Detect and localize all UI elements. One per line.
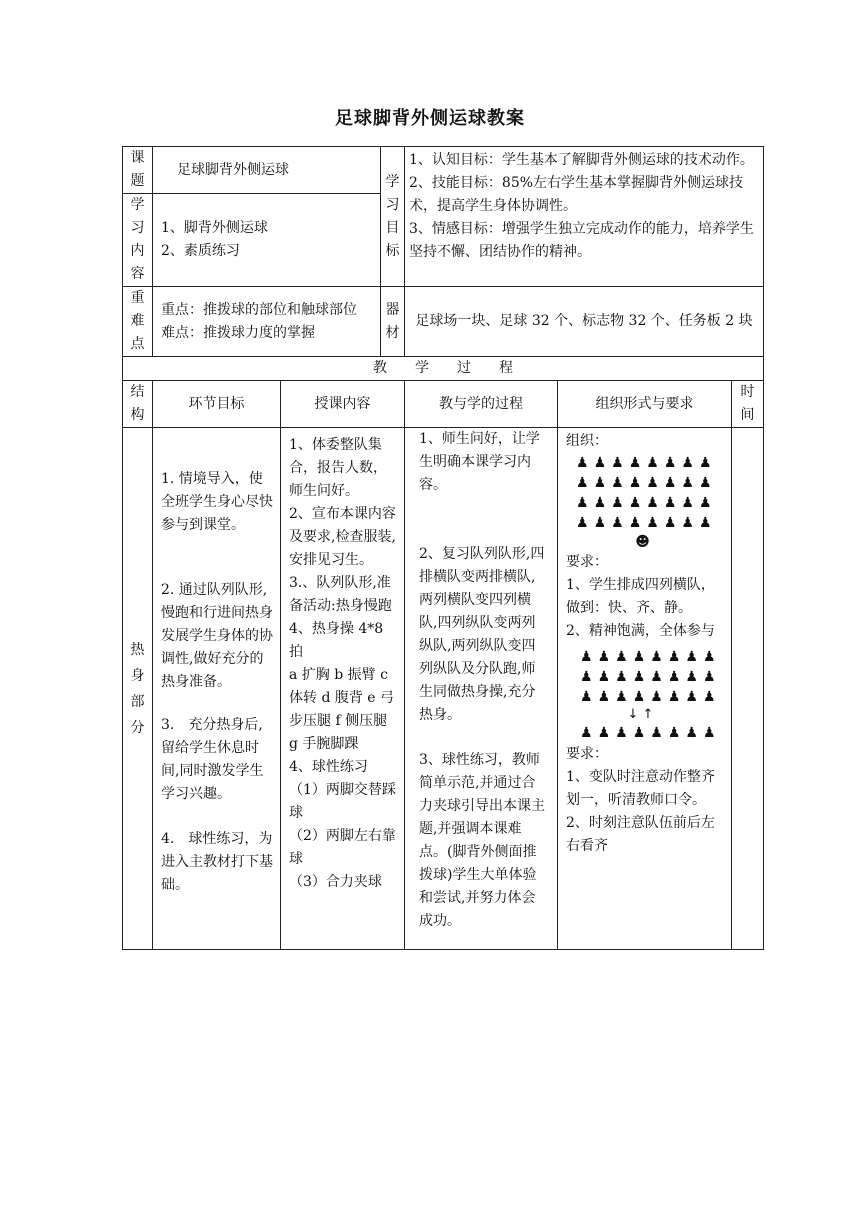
student-icon: ♟ (611, 455, 629, 471)
lesson-plan-table (122, 146, 764, 950)
student-icon: ♟ (593, 455, 612, 471)
student-icon: ♟ (646, 495, 664, 511)
col-goal-text: 环节目标 (188, 395, 245, 412)
student-icon: ♟ (593, 515, 612, 531)
direction-arrows: ↓ ↑ (627, 707, 654, 722)
time-cell (732, 428, 764, 950)
student-icon: ♟ (611, 515, 629, 531)
student-row (580, 647, 725, 667)
student-icon: ♟ (650, 669, 668, 685)
label-topic-text: 课 题 (130, 150, 145, 189)
req1-label: 要求： (566, 554, 608, 570)
goals-cell (405, 147, 764, 287)
section-warmup-text: 热 身 部 分 (130, 641, 145, 736)
student-icon: ♟ (576, 455, 594, 471)
student-icon: ♟ (698, 495, 717, 511)
content-text-8: （2）两脚左右靠球 (289, 828, 396, 867)
document-title: 足球脚背外侧运球教案 (335, 108, 525, 129)
student-icon: ♟ (650, 689, 668, 705)
student-row (576, 493, 725, 513)
student-row (576, 453, 725, 473)
student-icon: ♟ (611, 475, 629, 491)
student-icon: ♟ (632, 669, 651, 685)
student-icon: ♟ (698, 455, 717, 471)
student-icon: ♟ (593, 475, 612, 491)
student-icon: ♟ (597, 689, 616, 705)
req1-item-1: 1、学生排成四列横队，做到：快、齐、静。 (566, 577, 715, 616)
student-icon: ♟ (580, 689, 598, 705)
student-icon: ♟ (663, 455, 682, 471)
col-process-text: 教与学的过程 (439, 395, 523, 412)
student-icon: ♟ (580, 649, 598, 665)
req2-item-2: 2、时刻注意队伍前后左右看齐 (566, 815, 715, 854)
req2-label: 要求： (566, 746, 608, 762)
student-icon: ♟ (667, 669, 686, 685)
student-icon: ♟ (650, 649, 668, 665)
req1-item-2: 2、精神饱满，全体参与 (566, 623, 715, 639)
student-icon: ♟ (611, 495, 629, 511)
student-icon: ♟ (628, 475, 647, 491)
equipment: 足球场一块、足球 32 个、标志物 32 个、任务板 2 块 (415, 313, 753, 329)
col-content-text: 授课内容 (314, 395, 371, 412)
label-key (123, 287, 153, 357)
student-icon: ♟ (628, 455, 647, 471)
student-icon: ♟ (667, 689, 686, 705)
student-icon: ♟ (646, 455, 664, 471)
student-icon: ♟ (663, 515, 682, 531)
label-content-text: 学 习 内 容 (130, 197, 145, 282)
goal-1: 1、认知目标：学生基本了解脚背外侧运球的技术动作。 (409, 152, 754, 168)
difficult-point: 难点：推拨球力度的掌握 (161, 324, 315, 341)
student-icon: ♟ (628, 515, 647, 531)
process-header (123, 357, 764, 381)
student-icon: ♟ (685, 725, 703, 741)
student-icon: ♟ (628, 495, 647, 511)
col-structure-text: 结 构 (130, 384, 145, 423)
student-row (580, 687, 725, 707)
org-label: 组织： (566, 433, 608, 449)
student-icon: ♟ (702, 689, 721, 705)
student-icon: ♟ (580, 669, 598, 685)
student-icon: ♟ (685, 669, 703, 685)
student-icon: ♟ (667, 725, 686, 741)
col-process (405, 381, 558, 428)
goal-text-4: 4. 球性练习，为进入主教材打下基础。 (161, 831, 273, 893)
label-topic (123, 147, 153, 194)
student-icon: ♟ (702, 649, 721, 665)
process-text-cell (405, 428, 558, 950)
col-structure (123, 381, 153, 428)
topic-cell (153, 147, 381, 194)
student-icon: ♟ (650, 725, 668, 741)
col-time (732, 381, 764, 428)
section-warmup (123, 428, 153, 950)
student-icon: ♟ (685, 649, 703, 665)
student-icon: ♟ (663, 495, 682, 511)
goal-3: 3、情感目标：增强学生独立完成动作的能力，培养学生坚持不懈、团结协作的精神。 (409, 221, 754, 260)
student-icon: ♟ (597, 669, 616, 685)
process-text-2: 2、复习队列队形,四排横队变两排横队,两列横队变四列横队,四列纵队变两列纵队,两列纵队变四列纵队及分队跑,师生同做热身操,充分热身。 (419, 546, 545, 723)
student-icon: ♟ (615, 649, 633, 665)
goals-text-cell (153, 428, 281, 950)
student-icon: ♟ (698, 515, 717, 531)
equipment-cell (405, 287, 764, 357)
student-icon: ♟ (593, 495, 612, 511)
label-key-text: 重 难 点 (130, 290, 145, 352)
student-icon: ♟ (646, 515, 664, 531)
student-icon: ♟ (681, 455, 699, 471)
student-icon: ♟ (702, 669, 721, 685)
content-text-2: 2、宣布本课内容及要求,检查服装,安排见习生。 (289, 506, 396, 568)
form-cell (558, 428, 732, 950)
student-row (580, 667, 725, 687)
student-icon: ♟ (615, 725, 633, 741)
student-icon: ♟ (702, 725, 721, 741)
student-icon: ♟ (615, 689, 633, 705)
student-icon: ♟ (632, 689, 651, 705)
content-text-1: 1、体委整队集合，报告人数，师生问好。 (289, 437, 387, 499)
content-text-6: 4、球性练习 (289, 759, 368, 775)
student-icon: ♟ (646, 475, 664, 491)
student-icon: ♟ (681, 495, 699, 511)
content-text-3: 3.、队列队形,准备活动:热身慢跑 (289, 575, 392, 614)
formation-2 (566, 647, 725, 743)
process-text-1: 1、师生问好，让学生明确本课学习内容。 (419, 431, 540, 493)
label-goals-text: 学 习 目 标 (385, 173, 400, 259)
student-icon: ♟ (698, 475, 717, 491)
student-icon: ♟ (667, 649, 686, 665)
content-text-7: （1）两脚交替踩球 (289, 782, 396, 821)
col-content (281, 381, 405, 428)
goal-text-1: 1. 情境导入，使全班学生身心尽快参与到课堂。 (161, 471, 273, 533)
student-icon: ♟ (681, 515, 699, 531)
key-point: 重点：推拨球的部位和触球部位 (161, 301, 357, 318)
student-icon: ♟ (632, 649, 651, 665)
content-text-9: （3）合力夹球 (289, 874, 382, 890)
student-icon: ♟ (615, 669, 633, 685)
student-icon: ♟ (597, 649, 616, 665)
process-header-text: 教 学 过 程 (373, 360, 513, 376)
student-icon: ♟ (685, 689, 703, 705)
learning-content-cell (153, 194, 381, 287)
learning-content-1: 1、脚背外侧运球 (161, 220, 268, 236)
col-time-text: 时 间 (740, 384, 755, 423)
content-text-cell (281, 428, 405, 950)
label-goals (381, 147, 405, 287)
student-icon: ♟ (576, 515, 594, 531)
student-icon: ♟ (681, 475, 699, 491)
content-text-5: a 扩胸 b 振臂 c 体转 d 腹背 e 弓步压腿 f 侧压腿 g 手腕脚踝 (289, 667, 395, 752)
student-icon: ♟ (576, 475, 594, 491)
col-form-text: 组织形式与要求 (595, 395, 694, 412)
student-row (580, 723, 725, 743)
process-text-3: 3、球性练习，教师简单示范,并通过合力夹球引导出本课主题,并强调本课难点。(脚背外侧面推拨球)学生大单体验和尝试,并努力体会成功。 (419, 752, 545, 929)
col-goal (153, 381, 281, 428)
label-equip-text: 器 材 (385, 301, 400, 341)
student-row (576, 473, 725, 493)
teacher-icon: ☻ (635, 534, 650, 550)
goal-text-3: 3. 充分热身后,留给学生休息时间,同时激发学生学习兴趣。 (161, 717, 264, 802)
student-icon: ♟ (597, 725, 616, 741)
key-points-cell (153, 287, 381, 357)
label-content (123, 194, 153, 287)
col-form (558, 381, 732, 428)
content-text-4: 4、热身操 4*8 拍 (289, 621, 384, 660)
goal-text-2: 2. 通过队列队形,慢跑和行进间热身发展学生身体的协调性,做好充分的热身准备。 (161, 582, 273, 690)
student-icon: ♟ (576, 495, 594, 511)
goal-2: 2、技能目标：85%左右学生基本掌握脚背外侧运球技术，提高学生身体协调性。 (409, 175, 744, 214)
student-icon: ♟ (580, 725, 598, 741)
label-equip (381, 287, 405, 357)
req2-item-1: 1、变队时注意动作整齐划一，听清教师口令。 (566, 769, 715, 808)
topic: 足球脚背外侧运球 (177, 161, 289, 178)
student-row (576, 513, 725, 533)
learning-content-2: 2、素质练习 (161, 243, 240, 259)
formation-1 (566, 453, 725, 551)
student-icon: ♟ (632, 725, 651, 741)
student-icon: ♟ (663, 475, 682, 491)
